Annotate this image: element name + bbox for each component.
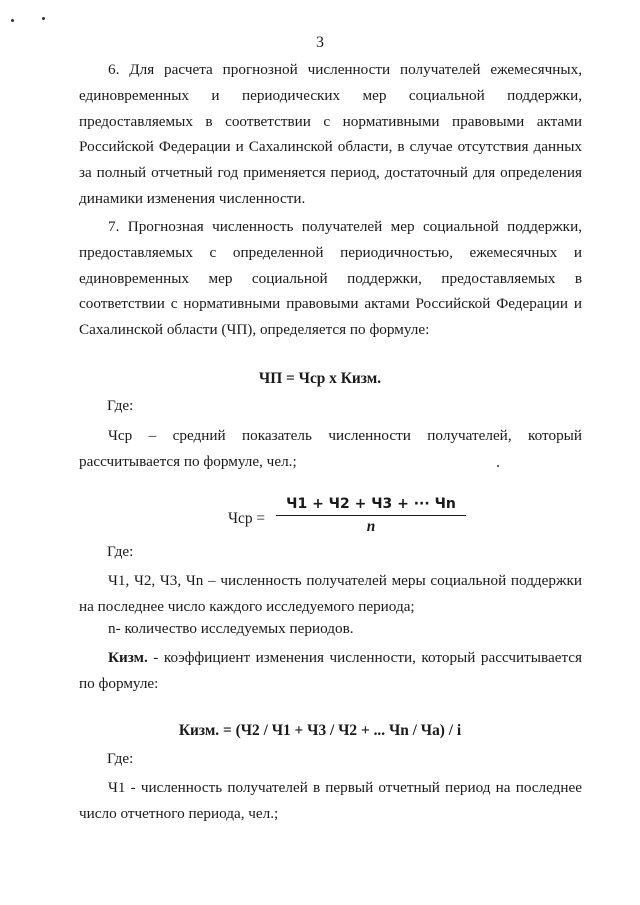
paragraph-line: Российской Федерации и Сахалинской области, в случае отсутствия данных <box>79 138 582 156</box>
paragraph-line: 6. Для расчета прогнозной численности получателей ежемесячных, <box>108 61 582 78</box>
paragraph-line: по формуле: <box>79 674 159 692</box>
where-label: Где: <box>107 543 134 560</box>
paragraph-line: предоставляемых с определенной периодичностью, ежемесячных и <box>79 243 582 261</box>
paragraph-line: 7. Прогнозная численность получателей мер социальной поддержки, <box>108 218 582 235</box>
fraction <box>276 496 466 536</box>
ch-definition <box>79 568 582 620</box>
paragraph-line: Чср – средний показатель численности получателей, который <box>108 427 582 444</box>
scan-speck <box>42 17 45 20</box>
paragraph-line: Сахалинской области (ЧП), определяется по формуле: <box>79 321 430 339</box>
paragraph-line <box>79 645 582 671</box>
paragraph-line: Ч1, Ч2, Ч3, Чn – численность получателей меры социальной поддержки <box>108 572 582 589</box>
paragraph-6 <box>79 57 582 212</box>
ch1-definition <box>79 775 582 827</box>
paragraph-line: рассчитывается по формуле, чел.; <box>79 452 297 470</box>
paragraph-line: предоставляемых в соответствии с нормативными правовыми актами <box>79 112 582 130</box>
n-definition: n- количество исследуемых периодов. <box>108 620 354 637</box>
fraction-denominator: n <box>366 518 376 535</box>
paragraph-line: Ч1 - численность получателей в первый отчетный период на последнее <box>108 779 582 796</box>
page-number: 3 <box>316 34 324 51</box>
paragraph-7 <box>79 214 582 343</box>
paragraph-line: единовременных мер социальной поддержки, предоставляемых в <box>79 269 582 287</box>
scan-speck <box>497 465 499 467</box>
paragraph-line: динамики изменения численности. <box>79 189 306 207</box>
formula-kizm: Кизм. = (Ч2 / Ч1 + Ч3 / Ч2 + ... Чn / Чa) / i <box>178 722 462 739</box>
where-label: Где: <box>107 397 134 414</box>
kizm-term: Кизм. <box>108 649 148 666</box>
paragraph-line: единовременных и периодических мер социальной поддержки, <box>79 86 582 104</box>
where-label: Где: <box>107 750 134 767</box>
paragraph-line: число отчетного периода, чел.; <box>79 804 279 822</box>
kizm-definition <box>79 645 582 697</box>
chsr-definition <box>79 423 582 475</box>
paragraph-line: на последнее число каждого исследуемого периода; <box>79 597 415 615</box>
fraction-numerator: Ч1 + Ч2 + Ч3 + ··· Чn <box>276 496 466 516</box>
scan-speck <box>11 19 14 22</box>
formula-chp: ЧП = Чср x Кизм. <box>258 370 382 387</box>
formula-lhs: Чср = <box>228 510 266 527</box>
kizm-text: - коэффициент изменения численности, который рассчитывается <box>147 649 582 666</box>
paragraph-line: за полный отчетный год применяется период, достаточный для определения <box>79 164 582 182</box>
paragraph-line: соответствии с нормативными правовыми актами Российской Федерации и <box>79 295 582 313</box>
